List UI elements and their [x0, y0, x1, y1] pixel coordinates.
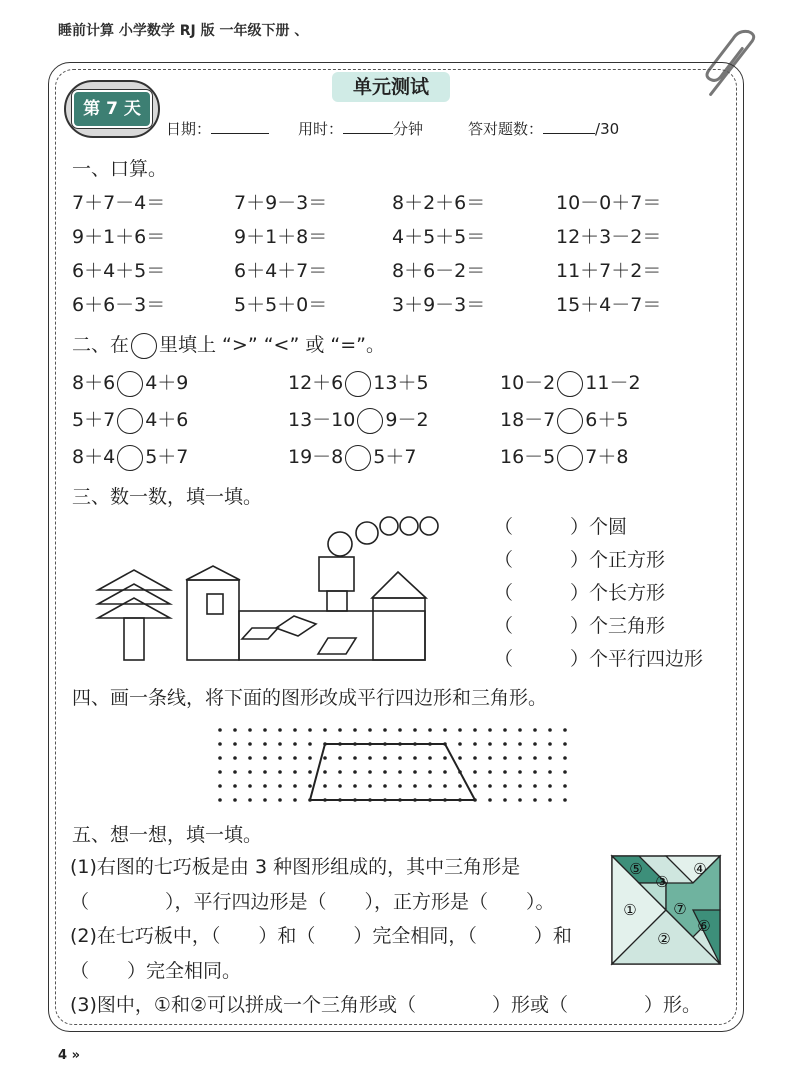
grid-dot[interactable]	[293, 798, 297, 802]
tangram-label: ④	[693, 860, 707, 878]
answer-circle[interactable]	[345, 371, 371, 397]
grid-dot[interactable]	[548, 784, 552, 788]
grid-dot[interactable]	[323, 784, 327, 788]
circle-shape	[420, 517, 438, 535]
grid-dot[interactable]	[413, 756, 417, 760]
answer-circle[interactable]	[357, 408, 383, 434]
circle-shape	[380, 517, 398, 535]
triangle-shape	[98, 584, 170, 604]
grid-dot[interactable]	[368, 728, 372, 732]
comparison-left: 8＋6	[72, 372, 116, 394]
answer-circle[interactable]	[117, 445, 143, 471]
grid-dot[interactable]	[443, 784, 447, 788]
expression: 10－0＋7＝	[556, 192, 662, 214]
section2-title	[72, 330, 385, 359]
grid-dot[interactable]	[218, 742, 222, 746]
grid-dot[interactable]	[218, 784, 222, 788]
grid-dot[interactable]	[443, 770, 447, 774]
expression: 6＋6－3＝	[72, 294, 166, 316]
expression: 6＋4＋7＝	[234, 260, 328, 282]
grid-dot[interactable]	[398, 770, 402, 774]
grid-dot[interactable]	[533, 728, 537, 732]
comparison-left: 10－2	[500, 372, 556, 394]
tangram-label: ③	[655, 873, 669, 891]
grid-dot[interactable]	[293, 742, 297, 746]
parallelogram-shape	[318, 638, 356, 654]
grid-dot[interactable]	[413, 784, 417, 788]
square-shape	[207, 594, 223, 614]
grid-dot[interactable]	[473, 770, 477, 774]
grid-dot[interactable]	[488, 784, 492, 788]
grid-dot[interactable]	[443, 756, 447, 760]
grid-dot[interactable]	[368, 770, 372, 774]
answer-circle[interactable]	[557, 408, 583, 434]
grid-dot[interactable]	[263, 742, 267, 746]
count-answer[interactable]: （ ）个正方形	[494, 549, 666, 571]
grid-dot[interactable]	[458, 742, 462, 746]
answer-circle[interactable]	[117, 408, 143, 434]
grid-dot[interactable]	[278, 798, 282, 802]
grid-dot[interactable]	[338, 728, 342, 732]
grid-dot[interactable]	[218, 728, 222, 732]
expression: 7＋9－3＝	[234, 192, 328, 214]
grid-dot[interactable]	[413, 770, 417, 774]
count-answer[interactable]: （ ）个三角形	[494, 615, 666, 637]
grid-dot[interactable]	[248, 770, 252, 774]
grid-dot[interactable]	[353, 756, 357, 760]
grid-dot[interactable]	[338, 784, 342, 788]
grid-dot[interactable]	[308, 784, 312, 788]
grid-dot[interactable]	[383, 770, 387, 774]
grid-dot[interactable]	[383, 784, 387, 788]
grid-dot[interactable]	[503, 798, 507, 802]
expression: 15＋4－7＝	[556, 294, 662, 316]
question-line: （ ）完全相同。	[70, 960, 242, 982]
section2-title-b: 里填上 “>” “<” 或 “=”。	[159, 334, 385, 356]
grid-dot[interactable]	[503, 728, 507, 732]
grid-dot[interactable]	[308, 742, 312, 746]
grid-dot[interactable]	[368, 784, 372, 788]
comparison-left: 16－5	[500, 446, 556, 468]
grid-dot[interactable]	[248, 728, 252, 732]
grid-dot[interactable]	[398, 784, 402, 788]
grid-dot[interactable]	[278, 742, 282, 746]
time-unit: 分钟	[393, 120, 424, 138]
comparison-item	[288, 442, 416, 471]
grid-dot[interactable]	[488, 770, 492, 774]
expression: 11＋7＋2＝	[556, 260, 662, 282]
shapes-figure	[90, 514, 450, 664]
time-label: 用时：	[298, 120, 344, 138]
grid-dot[interactable]	[428, 784, 432, 788]
grid-dot[interactable]	[263, 798, 267, 802]
grid-dot[interactable]	[248, 742, 252, 746]
grid-dot[interactable]	[563, 756, 567, 760]
comparison-left: 18－7	[500, 409, 556, 431]
grid-dot[interactable]	[233, 728, 237, 732]
grid-dot[interactable]	[563, 798, 567, 802]
comparison-item	[72, 442, 188, 471]
circle-shape	[328, 532, 352, 556]
expression: 6＋4＋5＝	[72, 260, 166, 282]
square-shape	[319, 557, 354, 591]
grid-dot[interactable]	[308, 770, 312, 774]
grid-dot[interactable]	[503, 756, 507, 760]
score-label: 答对题数：	[468, 120, 544, 138]
grid-dot[interactable]	[263, 784, 267, 788]
grid-dot[interactable]	[308, 756, 312, 760]
grid-dot[interactable]	[368, 756, 372, 760]
count-answer[interactable]: （ ）个长方形	[494, 582, 666, 604]
expression: 9＋1＋8＝	[234, 226, 328, 248]
grid-dot[interactable]	[398, 756, 402, 760]
question-line: (1)右图的七巧板是由 3 种图形组成的，其中三角形是	[70, 856, 521, 878]
comparison-left: 8＋4	[72, 446, 116, 468]
question-line: (2)在七巧板中，（ ）和（ ）完全相同，（ ）和	[70, 925, 572, 947]
expression: 8＋6－2＝	[392, 260, 486, 282]
expression: 8＋2＋6＝	[392, 192, 486, 214]
grid-dot[interactable]	[443, 728, 447, 732]
grid-dot[interactable]	[218, 770, 222, 774]
tangram-label: ⑥	[697, 917, 711, 935]
comparison-item	[500, 405, 628, 434]
tangram-label: ①	[623, 901, 637, 919]
circle-shape	[356, 522, 378, 544]
grid-dot[interactable]	[353, 770, 357, 774]
section4-title: 四、画一条线，将下面的图形改成平行四边形和三角形。	[72, 687, 548, 709]
answer-circle[interactable]	[557, 371, 583, 397]
answer-circle[interactable]	[557, 445, 583, 471]
expression: 5＋5＋0＝	[234, 294, 328, 316]
grid-dot[interactable]	[233, 742, 237, 746]
rectangle-shape	[124, 618, 144, 660]
grid-dot[interactable]	[563, 770, 567, 774]
expression: 9＋1＋6＝	[72, 226, 166, 248]
circle-shape	[400, 517, 418, 535]
count-answer[interactable]: （ ）个圆	[494, 516, 628, 538]
expression: 7＋7－4＝	[72, 192, 166, 214]
section2-title-a: 二、在	[72, 334, 130, 356]
grid-dot[interactable]	[563, 742, 567, 746]
grid-dot[interactable]	[548, 756, 552, 760]
expression: 4＋5＋5＝	[392, 226, 486, 248]
grid-dot[interactable]	[548, 728, 552, 732]
grid-dot[interactable]	[533, 784, 537, 788]
grid-dot[interactable]	[218, 756, 222, 760]
grid-dot[interactable]	[293, 784, 297, 788]
grid-dot[interactable]	[533, 742, 537, 746]
grid-dot[interactable]	[473, 756, 477, 760]
grid-dot[interactable]	[293, 770, 297, 774]
grid-dot[interactable]	[518, 728, 522, 732]
time-field[interactable]	[298, 118, 423, 139]
grid-dot[interactable]	[428, 770, 432, 774]
grid-dot[interactable]	[218, 798, 222, 802]
comparison-left: 19－8	[288, 446, 344, 468]
rectangle-shape	[239, 611, 425, 660]
grid-dot[interactable]	[233, 756, 237, 760]
grid-dot[interactable]	[548, 742, 552, 746]
comparison-right: 4＋6	[145, 409, 189, 431]
day-badge-label: 第 7 天	[72, 90, 152, 128]
expression: 3＋9－3＝	[392, 294, 486, 316]
grid-dot[interactable]	[488, 798, 492, 802]
grid-dot[interactable]	[263, 728, 267, 732]
comparison-right: 6＋5	[585, 409, 629, 431]
grid-dot[interactable]	[503, 770, 507, 774]
comparison-right: 5＋7	[373, 446, 417, 468]
tangram-label: ⑦	[673, 900, 687, 918]
grid-dot[interactable]	[413, 728, 417, 732]
section3-title: 三、数一数，填一填。	[72, 486, 263, 508]
grid-dot[interactable]	[353, 728, 357, 732]
grid-dot[interactable]	[428, 728, 432, 732]
grid-dot[interactable]	[533, 770, 537, 774]
comparison-right: 5＋7	[145, 446, 189, 468]
date-label: 日期：	[166, 120, 212, 138]
grid-dot[interactable]	[458, 784, 462, 788]
grid-dot[interactable]	[533, 756, 537, 760]
dot-grid[interactable]	[218, 728, 578, 808]
rectangle-shape	[327, 591, 347, 611]
triangle-shape	[186, 566, 240, 580]
triangle-shape	[98, 570, 170, 590]
expression: 12＋3－2＝	[556, 226, 662, 248]
rectangle-shape	[373, 598, 425, 660]
grid-dot[interactable]	[488, 728, 492, 732]
unit-title: 单元测试	[332, 72, 450, 102]
grid-dot[interactable]	[518, 756, 522, 760]
parallelogram-shape	[242, 628, 278, 639]
grid-dot[interactable]	[278, 770, 282, 774]
grid-dot[interactable]	[263, 770, 267, 774]
tangram-label: ⑤	[629, 860, 643, 878]
grid-dot[interactable]	[383, 728, 387, 732]
grid-dot[interactable]	[518, 784, 522, 788]
grid-dot[interactable]	[518, 770, 522, 774]
comparison-left: 13－10	[288, 409, 356, 431]
tangram-label: ②	[657, 930, 671, 948]
answer-circle[interactable]	[345, 445, 371, 471]
grid-dot[interactable]	[398, 728, 402, 732]
count-answer[interactable]: （ ）个平行四边形	[494, 648, 704, 670]
grid-dot[interactable]	[263, 756, 267, 760]
comparison-item	[500, 368, 641, 397]
grid-dot[interactable]	[533, 798, 537, 802]
score-total: /30	[595, 120, 620, 138]
grid-dot[interactable]	[323, 728, 327, 732]
grid-dot[interactable]	[563, 728, 567, 732]
grid-dot[interactable]	[278, 756, 282, 760]
triangle-shape	[372, 572, 426, 598]
comparison-item	[288, 405, 429, 434]
grid-dot[interactable]	[473, 742, 477, 746]
tangram-figure	[612, 856, 722, 966]
grid-dot[interactable]	[323, 756, 327, 760]
grid-dot[interactable]	[308, 728, 312, 732]
triangle-shape	[98, 598, 170, 618]
comparison-left: 12＋6	[288, 372, 344, 394]
grid-dot[interactable]	[518, 742, 522, 746]
comparison-right: 9－2	[385, 409, 429, 431]
comparison-item	[72, 405, 188, 434]
comparison-item	[288, 368, 429, 397]
comparison-item	[500, 442, 628, 471]
header-title: 睡前计算 小学数学 RJ 版 一年级下册 、	[58, 23, 309, 39]
grid-dot[interactable]	[518, 798, 522, 802]
grid-dot[interactable]	[548, 798, 552, 802]
grid-dot[interactable]	[458, 756, 462, 760]
grid-dot[interactable]	[248, 756, 252, 760]
grid-dot[interactable]	[473, 784, 477, 788]
grid-dot[interactable]	[353, 784, 357, 788]
date-field[interactable]	[166, 118, 269, 139]
circle-icon	[131, 333, 157, 359]
comparison-right: 4＋9	[145, 372, 189, 394]
grid-dot[interactable]	[278, 784, 282, 788]
grid-dot[interactable]	[338, 770, 342, 774]
question-line: (3)图中，①和②可以拼成一个三角形或（ ）形或（ ）形。	[70, 994, 701, 1016]
grid-dot[interactable]	[488, 742, 492, 746]
rectangle-shape	[187, 580, 239, 660]
grid-dot[interactable]	[488, 756, 492, 760]
question-line: （ ），平行四边形是（ ），正方形是（ ）。	[70, 891, 555, 913]
comparison-item	[72, 368, 188, 397]
grid-dot[interactable]	[338, 756, 342, 760]
grid-dot[interactable]	[248, 784, 252, 788]
comparison-right: 11－2	[585, 372, 641, 394]
grid-dot[interactable]	[473, 728, 477, 732]
comparison-right: 13＋5	[373, 372, 429, 394]
grid-dot[interactable]	[233, 770, 237, 774]
grid-dot[interactable]	[383, 756, 387, 760]
grid-dot[interactable]	[293, 756, 297, 760]
section5-title: 五、想一想，填一填。	[72, 824, 263, 846]
section1-title: 一、口算。	[72, 158, 168, 180]
grid-dot[interactable]	[548, 770, 552, 774]
page-number: 4 »	[58, 1048, 80, 1063]
grid-dot[interactable]	[278, 728, 282, 732]
grid-dot[interactable]	[233, 798, 237, 802]
grid-dot[interactable]	[248, 798, 252, 802]
grid-dot[interactable]	[458, 728, 462, 732]
parallelogram-shape	[276, 616, 316, 636]
score-field[interactable]	[468, 118, 619, 139]
grid-dot[interactable]	[323, 770, 327, 774]
answer-circle[interactable]	[117, 371, 143, 397]
trapezoid-shape	[310, 744, 475, 800]
grid-dot[interactable]	[563, 784, 567, 788]
grid-dot[interactable]	[233, 784, 237, 788]
grid-dot[interactable]	[503, 784, 507, 788]
grid-dot[interactable]	[428, 756, 432, 760]
comparison-right: 7＋8	[585, 446, 629, 468]
grid-dot[interactable]	[503, 742, 507, 746]
grid-dot[interactable]	[293, 728, 297, 732]
comparison-left: 5＋7	[72, 409, 116, 431]
